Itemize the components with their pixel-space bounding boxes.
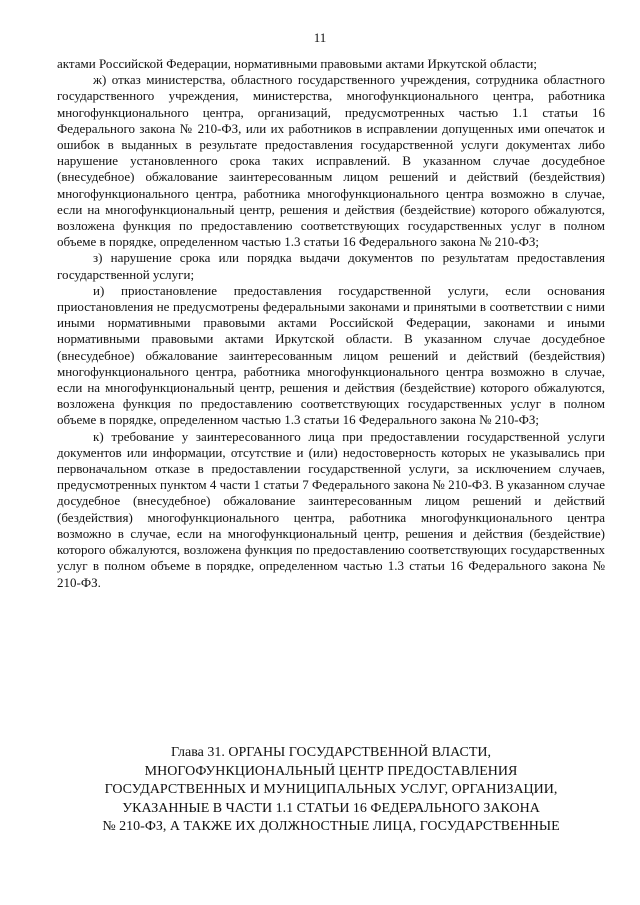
chapter-heading-line: УКАЗАННЫЕ В ЧАСТИ 1.1 СТАТЬИ 16 ФЕДЕРАЛЬНОГО ЗАКОНА: [122, 800, 540, 816]
paragraph-continuation: актами Российской Федерации, нормативными правовыми актами Иркутской области;: [57, 56, 538, 71]
paragraph-item-i: и) приостановление предоставления государственной услуги, если основания приостановления не предусмотрены федеральными законами и принятыми в соответствии с ними иными нормативными правовыми актами Российской Федерации, законами и иными нормативными правовыми актами Иркутской области. В указанном случае досудебное (внесудебное) обжалование заинтересованным лицом решений и действий (бездействия) многофункционального центра, работника многофункционального центра возможно в случае, если на многофункциональный центр, решения и действия (бездействие) которого обжалуются, возложена функция по предоставлению соответствующих государственных услуг в полном объеме в порядке, определенном частью 1.3 статьи 16 Федерального закона № 210-ФЗ;: [57, 282, 605, 428]
paragraph-item-z: з) нарушение срока или порядка выдачи документов по результатам предоставления государственной услуги;: [57, 250, 605, 282]
chapter-heading-line: МНОГОФУНКЦИОНАЛЬНЫЙ ЦЕНТР ПРЕДОСТАВЛЕНИЯ: [144, 763, 518, 779]
paragraph-item-k: к) требование у заинтересованного лица при предоставлении государственной услуги документов или информации, отсутствие и (или) недостоверность которых не указывались при первоначальном отказе в предоставлении государственной услуги, за исключением случаев, предусмотренных пунктом 4 части 1 статьи 7 Федерального закона № 210-ФЗ. В указанном случае досудебное (внесудебное) обжалование заинтересованным лицом решений и действий (бездействия) многофункционального центра, работника многофункционального центра возможно в случае, если на многофункциональный центр, решения и действия (бездействие) которого обжалуются, возложена функция по предоставлению соответствующих государственных услуг в полном объеме в порядке, определенном частью 1.3 статьи 16 Федерального закона № 210-ФЗ.: [57, 428, 605, 590]
chapter-heading-line: Глава 31. ОРГАНЫ ГОСУДАРСТВЕННОЙ ВЛАСТИ,: [170, 745, 491, 760]
paragraph-item-zh: ж) отказ министерства, областного государственного учреждения, сотрудника областного государственного учреждения, министерства, многофункционального центра, работника многофункционального центра, организаций, предусмотренных частью 1.1 статьи 16 Федерального закона № 210-ФЗ, или их работников в исправлении допущенных ими опечаток и ошибок в выданных в результате предоставления государственной услуги документах либо нарушение установленного срока таких исправлений. В указанном случае досудебное (внесудебное) обжалование заинтересованным лицом решений и действий (бездействия) многофункционального центра, работника многофункционального центра возможно в случае, если на многофункциональный центр, решения и действия (бездействие) которого обжалуются, возложена функция по предоставлению соответствующих государственных услуг в полном объеме в порядке, определенном частью 1.3 статьи 16 Федерального закона № 210-ФЗ;: [57, 72, 605, 250]
body-text: [57, 56, 605, 591]
chapter-heading: [57, 744, 605, 837]
page-number: 11: [313, 30, 327, 45]
chapter-heading-line: № 210-ФЗ, А ТАКЖЕ ИХ ДОЛЖНОСТНЫЕ ЛИЦА, ГОСУДАРСТВЕННЫЕ: [102, 819, 560, 835]
chapter-heading-line: ГОСУДАРСТВЕННЫХ И МУНИЦИПАЛЬНЫХ УСЛУГ, ОРГАНИЗАЦИИ,: [104, 782, 558, 798]
